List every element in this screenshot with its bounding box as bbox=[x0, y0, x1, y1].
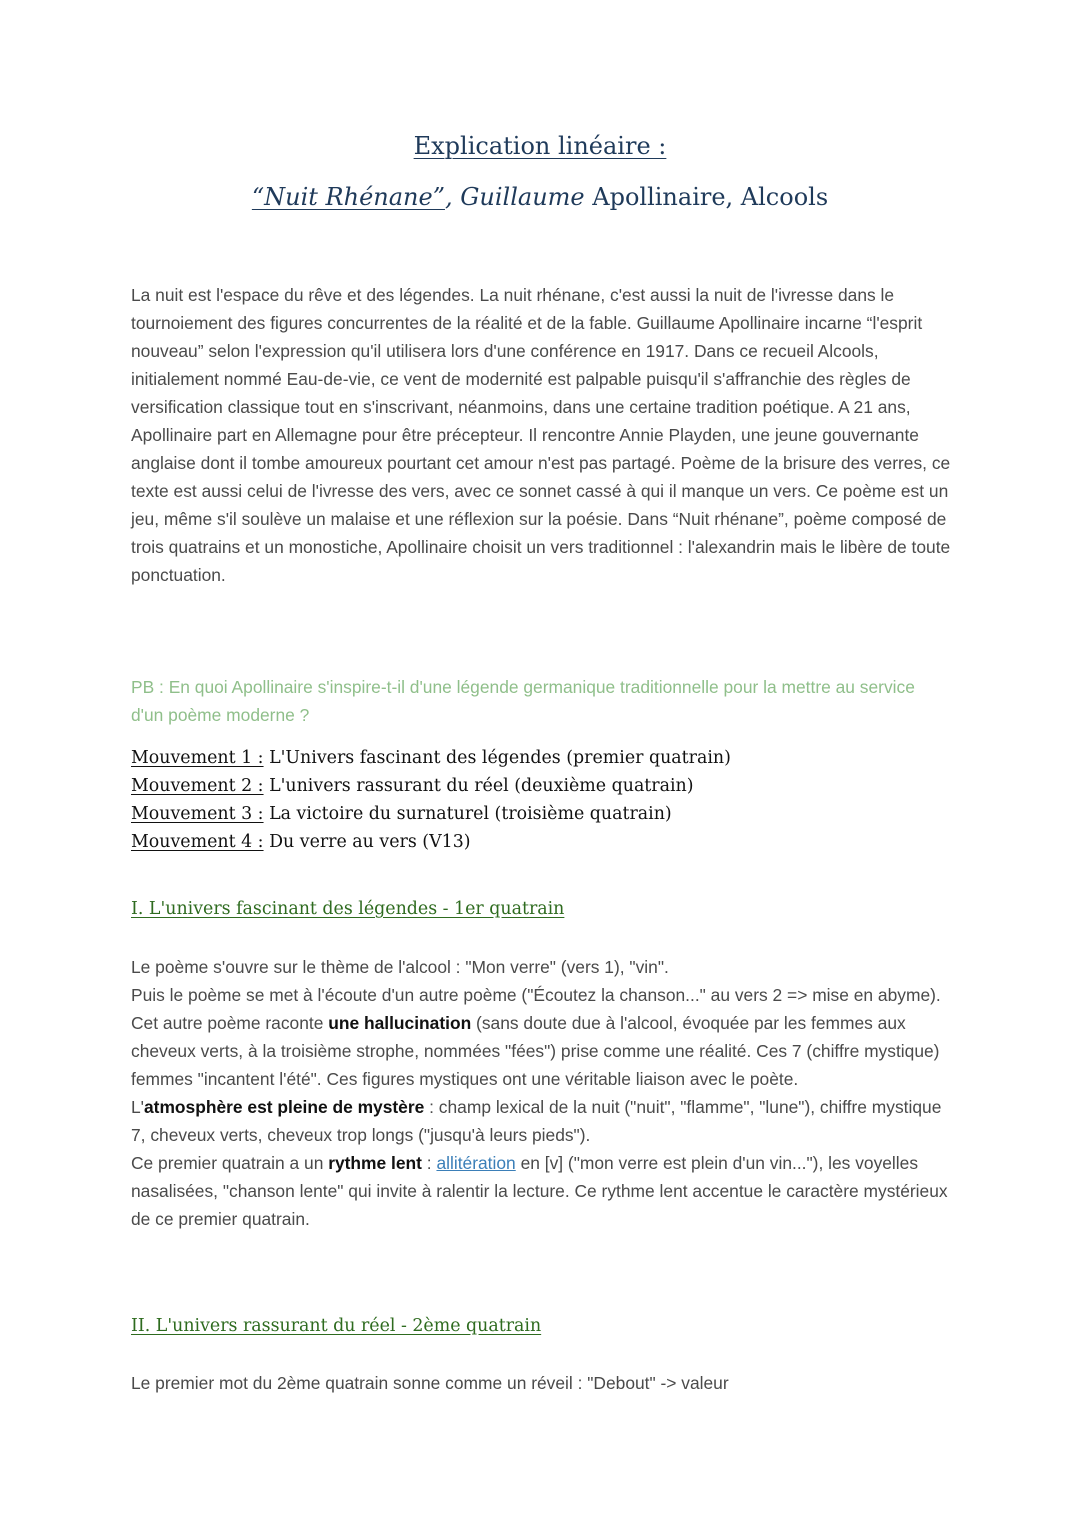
s1-p5-rest: en [v] ("mon verre est plein d'un vin..."), les voyelles nasalisées, "chanson lente" qui invite à ralentir la lecture. Ce rythme lent accentue le caractère mystérieux de ce premier quatrain. bbox=[131, 1153, 948, 1229]
author-and-collection: Apollinaire, Alcools bbox=[584, 183, 829, 211]
page-title: Explication linéaire : bbox=[413, 132, 667, 160]
movement-text: L'Univers fascinant des légendes (premier quatrain) bbox=[263, 748, 731, 768]
author-first-name: Guillaume bbox=[460, 183, 585, 211]
section-1-heading: I. L'univers fascinant des légendes - 1er quatrain bbox=[131, 899, 565, 919]
movement-text: La victoire du surnaturel (troisième quatrain) bbox=[263, 804, 672, 824]
s1-p5-text: Ce premier quatrain a un bbox=[131, 1153, 329, 1173]
movement-label: Mouvement 4 : bbox=[131, 832, 264, 852]
movement-1 bbox=[131, 744, 951, 772]
s1-paragraph-1: Le poème s'ouvre sur le thème de l'alcool : "Mon verre" (vers 1), "vin". bbox=[131, 957, 669, 977]
s1-p3-text: Cet autre poème raconte bbox=[131, 1013, 329, 1033]
poem-title: “Nuit Rhénane” bbox=[251, 183, 445, 211]
s1-paragraph-3 bbox=[131, 1009, 951, 1093]
problematique: PB : En quoi Apollinaire s'inspire-t-il d'une légende germanique traditionnelle pour la mettre au service d'un poème moderne ? bbox=[131, 677, 915, 725]
s1-p4-bold: atmosphère est pleine de mystère bbox=[144, 1097, 425, 1117]
alliteration-link[interactable]: allitération bbox=[436, 1153, 516, 1173]
s1-p3-rest: (sans doute due à l'alcool, évoquée par les femmes aux cheveux verts, à la troisième strophe, nommées "fées") prise comme une réalité. Ces 7 (chiffre mystique) femmes "incantent l'été". Ces figures mystiques ont une véritable liaison avec le poète. bbox=[131, 1013, 940, 1089]
s1-paragraph-4 bbox=[131, 1093, 951, 1149]
movement-label: Mouvement 3 : bbox=[131, 804, 264, 824]
movement-label: Mouvement 2 : bbox=[131, 776, 264, 796]
s1-p3-bold: une hallucination bbox=[328, 1013, 472, 1033]
s2-paragraph-1: Le premier mot du 2ème quatrain sonne comme un réveil : "Debout" -> valeur bbox=[131, 1373, 729, 1393]
movement-text: Du verre au vers (V13) bbox=[263, 832, 471, 852]
section-2-body bbox=[131, 1369, 951, 1397]
s1-p5-bold: rythme lent bbox=[328, 1153, 422, 1173]
s1-p4-text: L' bbox=[131, 1097, 144, 1117]
movement-2 bbox=[131, 772, 951, 800]
s1-paragraph-5 bbox=[131, 1149, 951, 1233]
s1-p5-colon: : bbox=[421, 1153, 437, 1173]
movement-text: L'univers rassurant du réel (deuxième quatrain) bbox=[263, 776, 694, 796]
s1-paragraph-2: Puis le poème se met à l'écoute d'un autre poème ("Écoutez la chanson..." au vers 2 => mise en abyme). bbox=[131, 985, 941, 1005]
section-2-heading: II. L'univers rassurant du réel - 2ème quatrain bbox=[131, 1316, 542, 1336]
movement-3 bbox=[131, 800, 951, 828]
section-1-body bbox=[131, 953, 951, 1233]
movement-label: Mouvement 1 : bbox=[131, 748, 264, 768]
intro-paragraph: La nuit est l'espace du rêve et des légendes. La nuit rhénane, c'est aussi la nuit de l'ivresse dans le tournoiement des figures concurrentes de la réalité et de la fable. Guillaume Apollinaire incarne “l'esprit nouveau” selon l'expression qu'il utilisera lors d'une conférence en 1917. Dans ce recueil Alcools, initialement nommé Eau-de-vie, ce vent de modernité est palpable puisqu'il s'affranchie des règles de versification classique tout en s'inscrivant, néanmoins, dans une certaine tradition poétique. A 21 ans, Apollinaire part en Allemagne pour être précepteur. Il rencontre Annie Playden, une jeune gouvernante anglaise dont il tombe amoureux pourtant cet amour n'est pas partagé. Poème de la brisure des verres, ce texte est aussi celui de l'ivresse des vers, avec ce sonnet cassé à qui il manque un vers. Ce poème est un jeu, même s'il soulève un malaise et une réflexion sur la poésie. Dans “Nuit rhénane”, poème composé de trois quatrains et un monostiche, Apollinaire choisit un vers traditionnel : l'alexandrin mais le libère de toute ponctuation. bbox=[131, 285, 951, 585]
movement-4 bbox=[131, 828, 951, 856]
movements-list bbox=[131, 744, 951, 856]
s1-p4-rest: : champ lexical de la nuit ("nuit", "flamme", "lune"), chiffre mystique 7, cheveux verts, cheveux trop longs ("jusqu'à leurs pieds"). bbox=[131, 1097, 942, 1145]
subtitle-separator: , bbox=[444, 183, 461, 211]
page-subtitle bbox=[0, 183, 1080, 211]
